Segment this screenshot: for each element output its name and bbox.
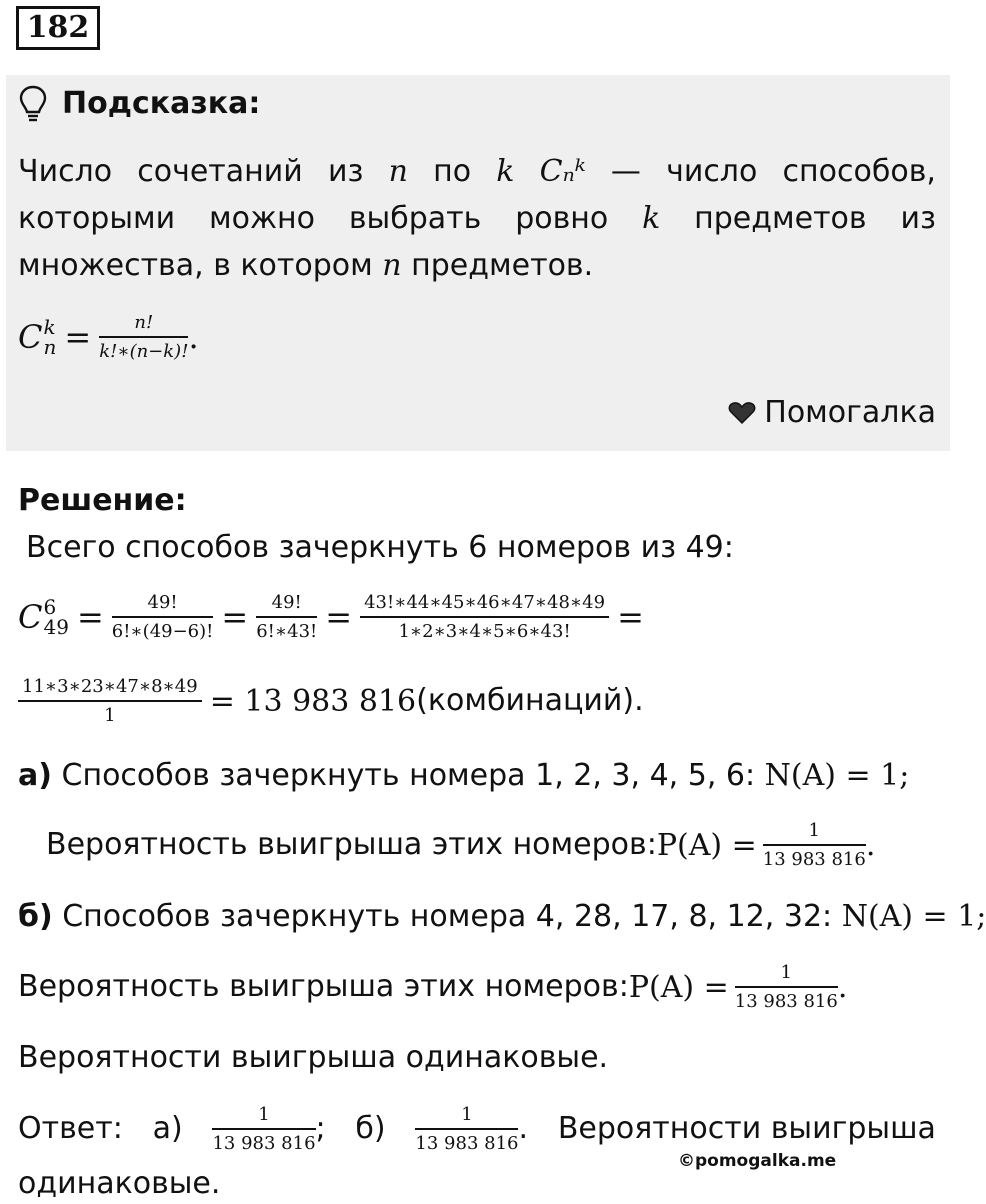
fraction-3-num: 43!∗44∗45∗46∗47∗48∗49 — [360, 592, 609, 618]
formula-num: n! — [99, 312, 188, 338]
c-sub: 49 — [43, 615, 69, 639]
formula-fraction — [99, 312, 188, 363]
fraction-3 — [360, 592, 609, 643]
combination-equation — [18, 584, 644, 650]
answer-b-fraction — [415, 1104, 518, 1155]
c-symbol: C — [18, 598, 43, 636]
part-a-den: 13 983 816 — [762, 848, 866, 870]
hint-word: можно — [209, 201, 316, 236]
answer-a-num: 1 — [212, 1104, 315, 1130]
solution-intro: Всего способов зачеркнуть 6 номеров из 49: — [26, 530, 734, 565]
period: . — [865, 827, 876, 863]
part-a-prob-text: Вероятность выигрыша этих номеров: — [46, 827, 657, 862]
hint-line-2 — [18, 200, 936, 238]
part-b-formula: N(A) = 1; — [841, 899, 986, 934]
formula-sup: k — [43, 315, 56, 339]
part-b-text: Способов зачеркнуть номера 4, 28, 17, 8, 12, 32: — [52, 899, 842, 934]
task-number-box — [16, 6, 100, 50]
fraction-2-den: 6!∗43! — [256, 620, 318, 642]
equals-sign: = — [221, 598, 249, 636]
equals-sign: = — [325, 598, 353, 636]
semicolon: ; — [315, 1111, 326, 1146]
part-a-text: Способов зачеркнуть номера 1, 2, 3, 4, 5, 6: — [51, 758, 765, 793]
equals-sign: = — [617, 598, 644, 636]
part-b-probability — [18, 954, 847, 1020]
formula-eq: = — [64, 318, 92, 356]
hint-word: число — [666, 154, 758, 189]
hint-word: ровно — [515, 201, 609, 236]
part-a-prob-lhs: P(A) = — [656, 827, 757, 863]
fraction-3-den: 1∗2∗3∗4∗5∗6∗43! — [398, 620, 571, 642]
period: . — [518, 1111, 529, 1146]
part-b-den: 13 983 816 — [734, 990, 838, 1012]
hint-text: множества, в котором — [18, 248, 383, 283]
answer-a-fraction — [212, 1104, 315, 1155]
hint-var-k: k — [496, 154, 515, 189]
hint-word: Число — [18, 154, 113, 189]
answer-b-den: 13 983 816 — [415, 1132, 519, 1154]
part-b-label: б) — [18, 899, 53, 934]
fraction-2-num: 49! — [256, 592, 317, 618]
part-b-num: 1 — [735, 962, 838, 988]
part-a — [18, 757, 909, 795]
hint-var-n: n — [382, 248, 402, 283]
watermark: ©pomogalka.me — [678, 1151, 837, 1171]
part-b-fraction — [735, 962, 838, 1013]
hint-var-n: n — [388, 154, 408, 189]
hint-line-1 — [18, 153, 936, 191]
fraction-4 — [18, 676, 202, 727]
hint-word: выбрать — [348, 201, 482, 236]
formula-c: C — [18, 318, 43, 356]
fraction-2 — [256, 592, 317, 643]
hint-word: из — [900, 201, 936, 236]
part-b-prob-text: Вероятность выигрыша этих номеров: — [18, 969, 629, 1004]
formula-den: k!∗(n−k)! — [99, 340, 189, 362]
answer-tail: Вероятности выигрыша — [557, 1111, 936, 1146]
hint-formula — [18, 305, 199, 369]
hint-word: способов, — [782, 154, 936, 189]
c-sup: 6 — [43, 595, 57, 619]
answer-a-den: 13 983 816 — [212, 1132, 316, 1154]
result-equation — [18, 668, 644, 734]
period: . — [837, 969, 848, 1005]
hint-text: предметов. — [401, 248, 594, 283]
answer-b-num: 1 — [415, 1104, 518, 1130]
fraction-1-num: 49! — [112, 592, 214, 618]
part-a-probability — [46, 812, 875, 878]
answer-tail-2: одинаковые. — [18, 1166, 221, 1201]
heart-icon — [728, 401, 756, 425]
hint-header — [18, 84, 260, 124]
formula-end: . — [188, 318, 199, 356]
part-b-prob-lhs: P(A) = — [628, 969, 729, 1005]
brand-name: Помогалка — [764, 395, 936, 430]
hint-dash: — — [610, 154, 641, 189]
equals-sign: = — [76, 598, 104, 636]
part-a-label: а) — [18, 758, 52, 793]
fraction-1-den: 6!∗(49−6)! — [111, 620, 214, 642]
part-a-formula: N(A) = 1; — [764, 758, 910, 793]
answer-b-label: б) — [355, 1111, 386, 1146]
fraction-4-den: 1 — [104, 704, 116, 726]
formula-sub: n — [43, 335, 57, 359]
hint-word: из — [327, 154, 364, 189]
hint-word: по — [433, 154, 472, 189]
part-a-num: 1 — [763, 820, 866, 846]
part-a-fraction — [763, 820, 866, 871]
same-probability: Вероятности выигрыша одинаковые. — [18, 1040, 609, 1075]
task-number: 182 — [26, 10, 90, 45]
solution-title: Решение: — [18, 483, 187, 518]
hint-word: предметов — [694, 201, 867, 236]
lightbulb-icon — [18, 85, 48, 123]
fraction-4-num: 11∗3∗23∗47∗8∗49 — [18, 676, 202, 702]
answer-a-label: а) — [152, 1111, 183, 1146]
result-value: = 13 983 816 — [209, 683, 417, 719]
hint-combination-symbol: Cₙᵏ — [539, 154, 586, 189]
fraction-1 — [112, 592, 214, 643]
hint-title: Подсказка: — [62, 86, 261, 121]
result-unit: (комбинаций). — [416, 683, 644, 718]
hint-line-3 — [18, 247, 593, 285]
brand-row — [728, 394, 936, 432]
part-b — [18, 898, 986, 936]
hint-var-k: k — [642, 201, 661, 236]
hint-word: сочетаний — [137, 154, 303, 189]
answer-label: Ответ: — [18, 1111, 123, 1146]
hint-word: которыми — [18, 201, 176, 236]
